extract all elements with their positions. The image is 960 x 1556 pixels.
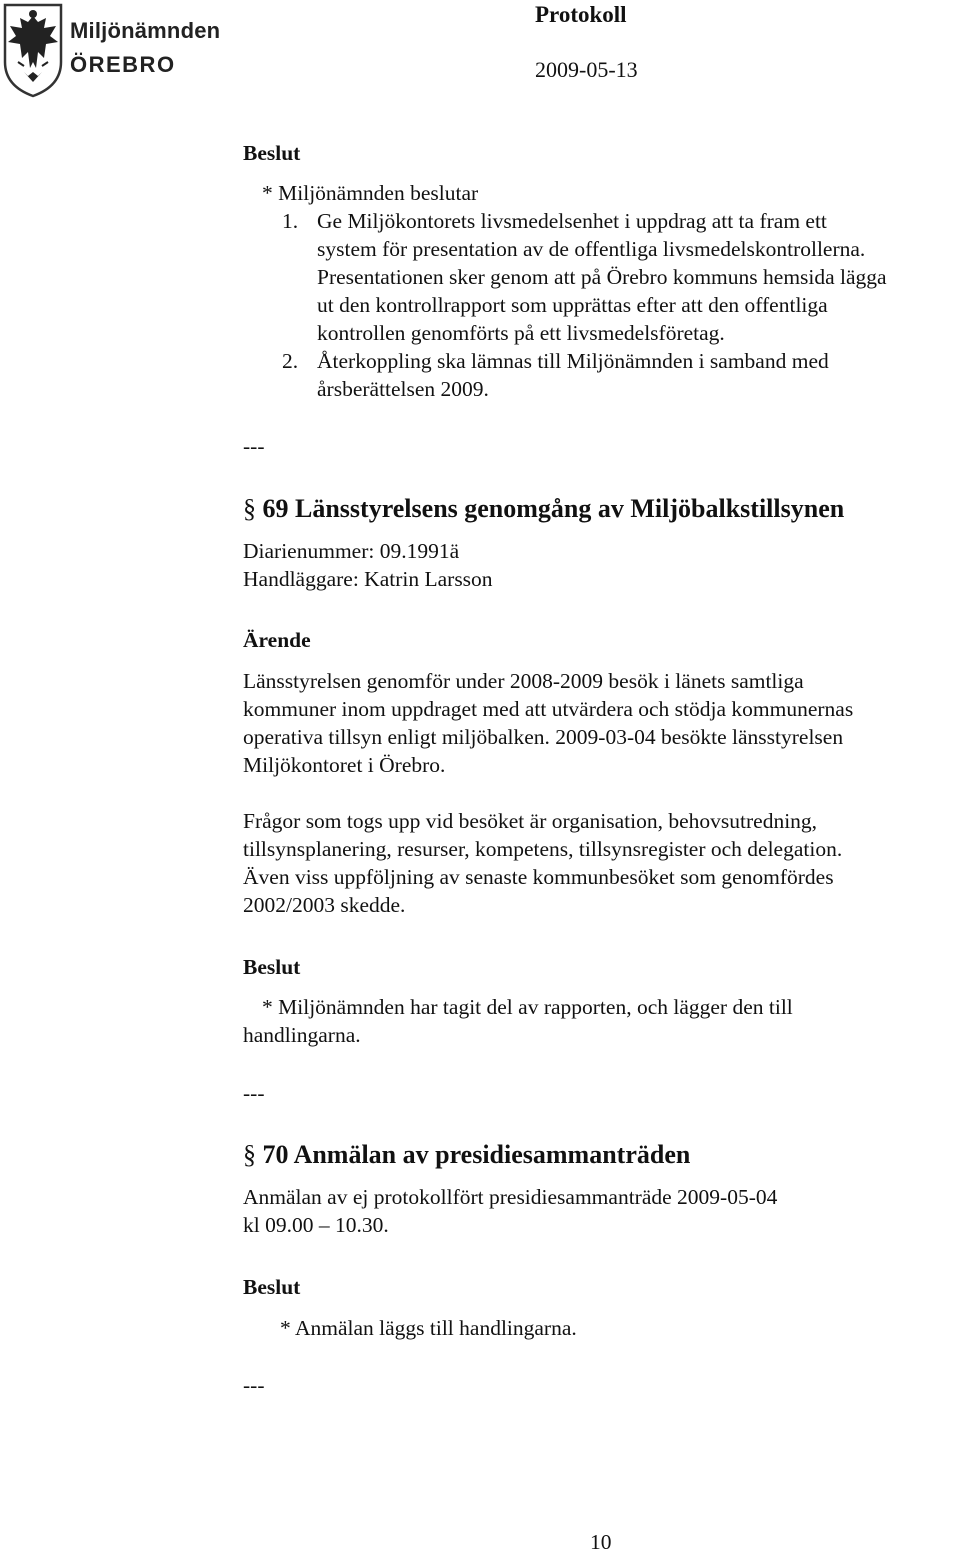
decision-intro: * Miljönämnden beslutar — [262, 181, 479, 205]
decision-item-line: Ge Miljökontorets livsmedelsenhet i uppdrag att ta fram ett — [317, 209, 827, 233]
decision-item-line: Presentationen sker genom att på Örebro kommuns hemsida lägga — [317, 265, 887, 289]
section-title — [243, 493, 844, 525]
decision-item-line: årsberättelsen 2009. — [317, 377, 489, 401]
section-title-text: 70 Anmälan av presidiesammanträden — [262, 1140, 691, 1169]
decision-item-line: kontrollen genomförts på ett livsmedelsföretag. — [317, 321, 725, 345]
section-separator: --- — [243, 1081, 265, 1105]
matter-text-line: kommuner inom uppdraget med att utvärdera och stödja kommunernas — [243, 697, 854, 721]
page-number: 10 — [590, 1530, 612, 1554]
decision-text-line: * Miljönämnden har tagit del av rapporten, och lägger den till — [262, 995, 793, 1019]
questions-text-line: 2002/2003 skedde. — [243, 893, 406, 917]
notice-text-line: Anmälan av ej protokollfört presidiesammanträde 2009-05-04 — [243, 1185, 778, 1209]
decision-item-number: 1. — [282, 209, 299, 233]
section-title-text: 69 Länsstyrelsens genomgång av Miljöbalkstillsynen — [262, 494, 845, 523]
matter-text-line: Länsstyrelsen genomför under 2008-2009 besök i länets samtliga — [243, 669, 804, 693]
section-separator: --- — [243, 434, 265, 458]
decision-heading: Beslut — [243, 955, 301, 979]
paragraph-sign: § — [243, 494, 256, 523]
paragraph-sign: § — [243, 1140, 256, 1169]
organization-logo — [2, 2, 242, 102]
case-number: Diarienummer: 09.1991ä — [243, 539, 460, 563]
organization-name: Miljönämnden — [70, 18, 221, 43]
questions-text-line: Även viss uppföljning av senaste kommunbesöket som genomfördes — [243, 865, 834, 889]
decision-text: * Anmälan läggs till handlingarna. — [280, 1316, 577, 1340]
decision-heading: Beslut — [243, 141, 301, 165]
document-type: Protokoll — [535, 2, 627, 27]
decision-heading: Beslut — [243, 1275, 301, 1299]
matter-heading: Ärende — [243, 628, 311, 652]
document-date: 2009-05-13 — [535, 57, 638, 82]
decision-item-line: system för presentation av de offentliga livsmedelskontrollerna. — [317, 237, 866, 261]
decision-item-line: ut den kontrollrapport som upprättas efter att den offentliga — [317, 293, 828, 317]
decision-item-number: 2. — [282, 349, 299, 373]
case-officer: Handläggare: Katrin Larsson — [243, 567, 493, 591]
questions-text-line: Frågor som togs upp vid besöket är organisation, behovsutredning, — [243, 809, 818, 833]
organization-city: ÖREBRO — [70, 52, 176, 77]
decision-text-line: handlingarna. — [243, 1023, 361, 1047]
notice-text-line: kl 09.00 – 10.30. — [243, 1213, 389, 1237]
decision-item-line: Återkoppling ska lämnas till Miljönämnden i samband med — [317, 349, 829, 373]
section-title — [243, 1139, 690, 1171]
matter-text-line: Miljökontoret i Örebro. — [243, 753, 446, 777]
questions-text-line: tillsynsplanering, resurser, kompetens, tillsynsregister och delegation. — [243, 837, 843, 861]
section-separator: --- — [243, 1373, 265, 1397]
matter-text-line: operativa tillsyn enligt miljöbalken. 2009-03-04 besökte länsstyrelsen — [243, 725, 844, 749]
coat-of-arms-icon — [2, 2, 64, 98]
